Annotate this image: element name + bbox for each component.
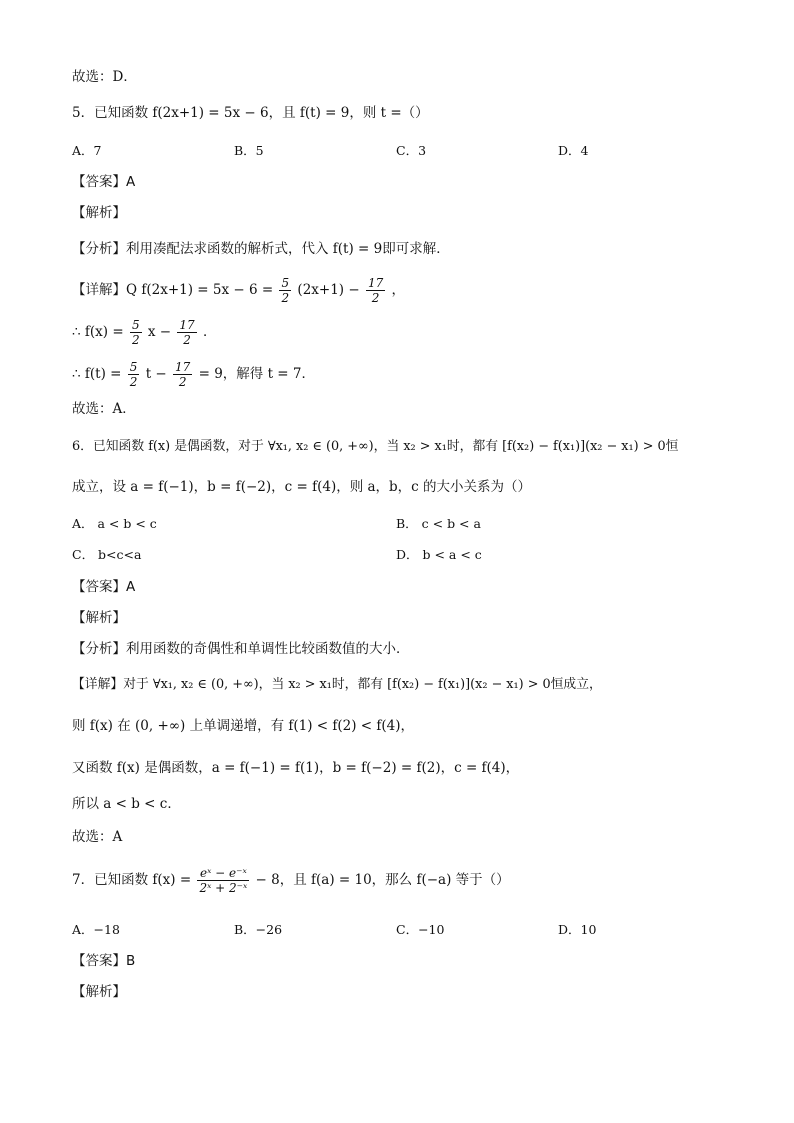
option-a: A． a < b < c — [72, 516, 157, 531]
denominator: 2 — [129, 375, 138, 389]
fraction — [197, 866, 249, 895]
detail-line: 又函数 f(x) 是偶函数，a = f(−1) = f(1)，b = f(−2) = f(2)，c = f(4)， — [72, 760, 520, 776]
option-c: C．−10 — [396, 922, 445, 937]
option-d: D．10 — [558, 922, 597, 937]
option-d: D．4 — [558, 143, 589, 158]
option-c: C． b<c<a — [72, 547, 142, 562]
denominator: 2 — [366, 290, 385, 305]
detail-line: 所以 a < b < c． — [72, 796, 181, 812]
detail-line-1 — [72, 276, 405, 305]
question-7 — [72, 866, 510, 895]
option-a: A．7 — [72, 143, 102, 158]
option-b: B． c < b < a — [396, 516, 481, 531]
option-c: C．3 — [396, 143, 427, 158]
numerator: 5 — [131, 318, 140, 332]
numerator: 5 — [281, 276, 290, 290]
numerator: 17 — [175, 360, 191, 374]
analysis-label: 【解析】 — [72, 984, 126, 1000]
detail-text: x − — [147, 324, 172, 340]
detail-text: ∴ f(x) = — [72, 324, 124, 340]
analysis-label: 【解析】 — [72, 610, 126, 626]
option-d: D． b < a < c — [396, 547, 482, 562]
detail-text: ． — [202, 324, 217, 340]
detail-line: 【详解】对于 ∀x₁, x₂ ∈ (0, +∞)，当 x₂ > x₁时，都有 [f(x₂) − f(x₁)](x₂ − x₁) > 0恒成立， — [72, 677, 602, 692]
analysis-text: 【分析】利用凑配法求函数的解析式，代入 f(t) = 9即可求解． — [72, 241, 450, 257]
answer-label: 【答案】A — [72, 579, 136, 595]
denominator: 2 — [131, 333, 140, 347]
denominator: 2 — [177, 332, 196, 347]
fraction — [366, 276, 385, 305]
answer-line-q6: 故选：A — [72, 829, 123, 845]
answer-line-q4: 故选：D． — [72, 69, 137, 85]
analysis-text: 【分析】利用函数的奇偶性和单调性比较函数值的大小． — [72, 641, 410, 657]
option-b: B．5 — [234, 143, 264, 158]
denominator: 2ˣ + 2⁻ˣ — [199, 881, 248, 895]
answer-line-q5: 故选：A． — [72, 401, 136, 417]
answer-label: 【答案】A — [72, 174, 136, 190]
fraction — [130, 318, 142, 347]
numerator: 17 — [367, 276, 384, 290]
question-5: 5．已知函数 f(2x+1) = 5x − 6，且 f(t) = 9，则 t =（） — [72, 105, 429, 121]
numerator: 17 — [179, 318, 195, 332]
detail-text: ∴ f(t) = — [72, 366, 122, 382]
question-text: 7．已知函数 f(x) = — [72, 872, 192, 888]
denominator: 2 — [173, 374, 192, 389]
fraction — [173, 360, 192, 389]
detail-line: 则 f(x) 在 (0, +∞) 上单调递增，有 f(1) < f(2) < f(4)， — [72, 718, 415, 734]
numerator: eˣ − e⁻ˣ — [199, 866, 247, 880]
option-a: A．−18 — [72, 922, 120, 937]
detail-text: (2x+1) − — [297, 282, 360, 298]
detail-line-3 — [72, 360, 315, 389]
question-text: − 8，且 f(a) = 10，那么 f(−a) 等于（） — [255, 872, 510, 888]
question-6-line-1: 6．已知函数 f(x) 是偶函数，对于 ∀x₁, x₂ ∈ (0, +∞)，当 x₂ > x₁时，都有 [f(x₂) − f(x₁)](x₂ − x₁) > 0恒 — [72, 439, 679, 454]
denominator: 2 — [281, 291, 290, 305]
numerator: 5 — [129, 360, 138, 374]
analysis-label: 【解析】 — [72, 205, 126, 221]
detail-text: t − — [145, 366, 167, 382]
detail-text: 【详解】Q f(2x+1) = 5x − 6 = — [72, 282, 274, 298]
fraction — [279, 276, 291, 305]
fraction — [128, 360, 140, 389]
question-6-line-2: 成立，设 a = f(−1)，b = f(−2)，c = f(4)，则 a，b，c 的大小关系为（） — [72, 479, 532, 495]
detail-text: ， — [391, 282, 406, 298]
fraction — [177, 318, 196, 347]
detail-line-2 — [72, 318, 216, 347]
answer-label: 【答案】B — [72, 953, 136, 969]
detail-text: = 9，解得 t = 7． — [198, 366, 315, 382]
option-b: B．−26 — [234, 922, 283, 937]
